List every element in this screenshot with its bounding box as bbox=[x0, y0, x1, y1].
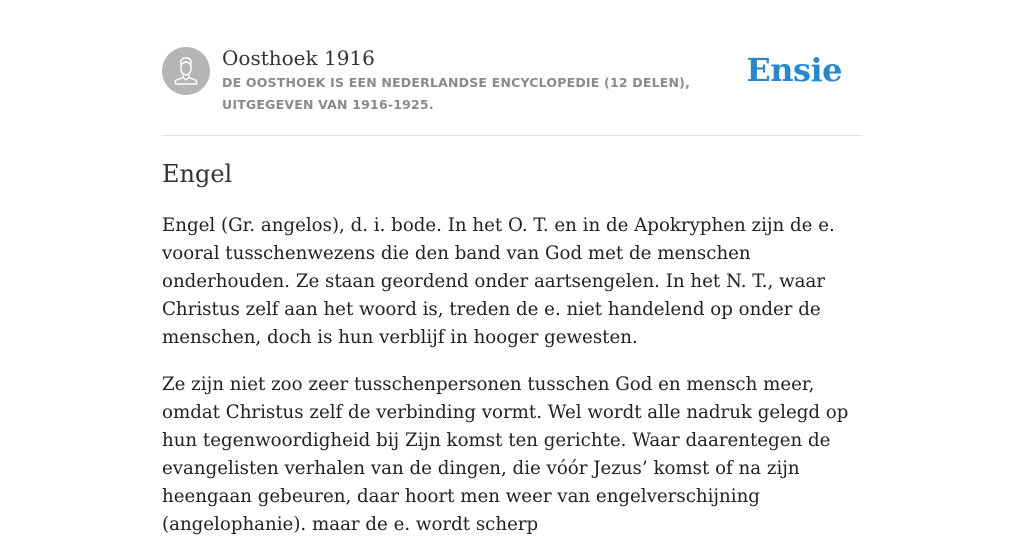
page-title: Engel bbox=[162, 160, 233, 188]
source-description: DE OOSTHOEK IS EEN NEDERLANDSE ENCYCLOPEDIE (12 DELEN), UITGEGEVEN VAN 1916-1925. bbox=[222, 75, 691, 112]
ensie-logo-link[interactable]: Ensie bbox=[746, 51, 842, 89]
user-icon bbox=[162, 47, 210, 95]
avatar bbox=[162, 47, 210, 95]
source-title[interactable]: Oosthoek 1916 bbox=[222, 46, 375, 70]
entry-paragraph: Ze zijn niet zoo zeer tusschenpersonen tusschen God en mensch meer, omdat Christus zelf de verbinding vormt. Wel wordt alle nadruk gelegd op hun tegenwoordigheid bij Zijn komst ten gerichte. Waar daarentegen de evangelisten verhalen van de dingen, die vóór Jezus’ komst of na zijn heengaan gebeuren, daar hoort men weer van engelverschijning (angelophanie). maar de e. wordt scherp bbox=[162, 374, 849, 535]
source-header bbox=[162, 46, 862, 136]
entry-body bbox=[162, 212, 864, 558]
entry-paragraph: Engel (Gr. angelos), d. i. bode. In het O. T. en in de Apokryphen zijn de e. vooral tusschenwezens die den band van God met de menschen onderhouden. Ze staan geordend onder aartsengelen. In het N. T., waar Christus zelf aan het woord is, treden de e. niet handelend op onder de menschen, doch is hun verblijf in hooger gewesten. bbox=[162, 215, 835, 348]
